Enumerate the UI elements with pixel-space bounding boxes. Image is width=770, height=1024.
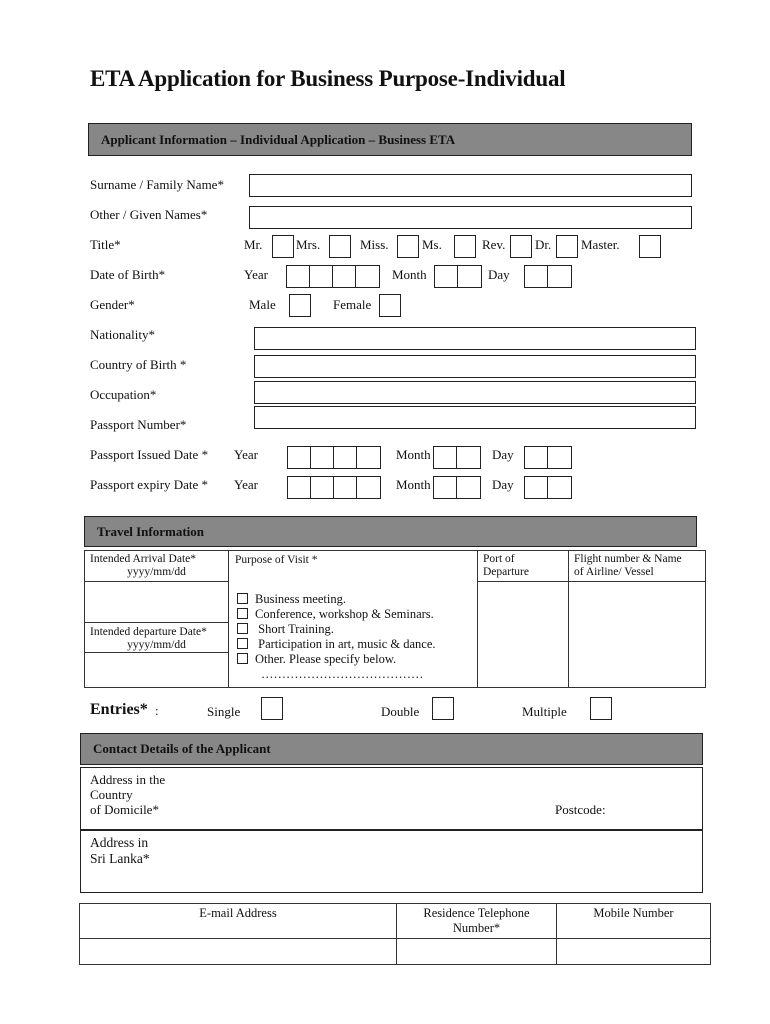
title-ms-checkbox[interactable] xyxy=(454,235,476,258)
expiry-day-label: Day xyxy=(492,477,514,492)
purpose-business-checkbox[interactable] xyxy=(237,593,248,604)
title-ms-label: Ms. xyxy=(422,237,442,252)
occupation-label: Occupation* xyxy=(90,387,157,402)
passport-issued-label: Passport Issued Date * xyxy=(90,447,209,462)
purpose-participation-checkbox[interactable] xyxy=(237,638,248,649)
issued-year-input[interactable] xyxy=(287,446,381,469)
issued-year-label: Year xyxy=(234,447,258,462)
port-label-line2: Departure xyxy=(483,566,529,578)
nationality-label: Nationality* xyxy=(90,327,155,342)
address-srilanka-box[interactable] xyxy=(80,830,703,893)
title-miss-label: Miss. xyxy=(360,237,389,252)
country-of-birth-label: Country of Birth * xyxy=(90,357,187,372)
gender-male-checkbox[interactable] xyxy=(289,294,311,317)
contact-numbers-table xyxy=(79,903,711,965)
port-header xyxy=(478,551,569,582)
gender-female-label: Female xyxy=(333,297,372,312)
flight-label-line2: of Airline/ Vessel xyxy=(574,566,654,578)
surname-label: Surname / Family Name* xyxy=(90,177,224,192)
title-dr-label: Dr. xyxy=(535,237,552,252)
title-mr-label: Mr. xyxy=(244,237,263,252)
arrival-label: Intended Arrival Date* xyxy=(90,553,197,565)
page-title: ETA Application for Business Purpose-Individual xyxy=(90,66,566,91)
section-header-contact: Contact Details of the Applicant xyxy=(80,733,703,765)
entries-label: Entries* xyxy=(90,701,148,718)
purpose-participation[interactable]: Participation in art, music & dance. xyxy=(237,637,471,652)
purpose-training-checkbox[interactable] xyxy=(237,623,248,634)
dob-label: Date of Birth* xyxy=(90,267,166,282)
dob-month-label: Month xyxy=(392,267,427,282)
gender-female-checkbox[interactable] xyxy=(379,294,401,317)
port-input[interactable] xyxy=(478,582,569,688)
passport-number-input[interactable] xyxy=(254,406,696,429)
title-rev-label: Rev. xyxy=(482,237,506,252)
entries-single-label: Single xyxy=(207,704,241,719)
occupation-input[interactable] xyxy=(254,381,696,404)
expiry-year-label: Year xyxy=(234,477,258,492)
email-input[interactable] xyxy=(80,939,397,965)
given-names-input[interactable] xyxy=(249,206,692,229)
port-label-line1: Port of xyxy=(483,553,515,565)
issued-day-input[interactable] xyxy=(524,446,572,469)
issued-day-label: Day xyxy=(492,447,514,462)
address-domicile-label xyxy=(90,772,165,817)
purpose-conference[interactable]: Conference, workshop & Seminars. xyxy=(237,607,471,622)
arrival-input[interactable] xyxy=(85,582,229,623)
residence-phone-input[interactable] xyxy=(397,939,557,965)
entries-double-checkbox[interactable] xyxy=(432,697,454,720)
srilanka-line1: Address in xyxy=(90,835,149,850)
entries-multiple-label: Multiple xyxy=(522,704,567,719)
surname-input[interactable] xyxy=(249,174,692,197)
purpose-training[interactable]: Short Training. xyxy=(237,622,471,637)
travel-table xyxy=(84,550,706,688)
expiry-month-label: Month xyxy=(396,477,431,492)
entries-single-checkbox[interactable] xyxy=(261,697,283,720)
departure-input[interactable] xyxy=(85,653,228,687)
title-master-label: Master. xyxy=(581,237,620,252)
title-mrs-checkbox[interactable] xyxy=(329,235,351,258)
issued-month-input[interactable] xyxy=(433,446,481,469)
postcode-label: Postcode: xyxy=(555,802,606,817)
purpose-label: Purpose of Visit * xyxy=(235,554,318,566)
mobile-header: Mobile Number xyxy=(557,904,711,939)
departure-header xyxy=(85,623,228,653)
title-master-checkbox[interactable] xyxy=(639,235,661,258)
issued-month-label: Month xyxy=(396,447,431,462)
flight-input[interactable] xyxy=(569,582,706,688)
purpose-conference-checkbox[interactable] xyxy=(237,608,248,619)
dob-day-label: Day xyxy=(488,267,510,282)
residence-line1: Residence Telephone xyxy=(423,906,530,920)
title-mr-checkbox[interactable] xyxy=(272,235,294,258)
passport-expiry-label: Passport expiry Date * xyxy=(90,477,209,492)
entries-double-label: Double xyxy=(381,704,420,719)
dob-month-input[interactable] xyxy=(434,265,482,288)
dob-year-label: Year xyxy=(244,267,268,282)
departure-format: yyyy/mm/dd xyxy=(127,639,186,651)
domicile-line1: Address in the xyxy=(90,772,166,787)
expiry-day-input[interactable] xyxy=(524,476,572,499)
title-label: Title* xyxy=(90,237,121,252)
purpose-other[interactable]: Other. Please specify below. xyxy=(237,652,471,667)
gender-label: Gender* xyxy=(90,297,135,312)
title-dr-checkbox[interactable] xyxy=(556,235,578,258)
section-header-travel: Travel Information xyxy=(84,516,697,547)
arrival-format: yyyy/mm/dd xyxy=(127,566,186,578)
domicile-line2: Country xyxy=(90,787,133,802)
title-rev-checkbox[interactable] xyxy=(510,235,532,258)
country-of-birth-input[interactable] xyxy=(254,355,696,378)
purpose-cell xyxy=(229,551,478,688)
given-names-label: Other / Given Names* xyxy=(90,207,208,222)
gender-male-label: Male xyxy=(249,297,276,312)
purpose-other-specify[interactable]: ………………………………… xyxy=(261,667,424,681)
title-miss-checkbox[interactable] xyxy=(397,235,419,258)
mobile-input[interactable] xyxy=(557,939,711,965)
purpose-business[interactable]: Business meeting. xyxy=(237,592,471,607)
passport-number-label: Passport Number* xyxy=(90,417,187,432)
srilanka-line2: Sri Lanka* xyxy=(90,851,150,866)
entries-colon: : xyxy=(155,703,159,718)
dob-day-input[interactable] xyxy=(524,265,572,288)
residence-line2: Number* xyxy=(452,921,501,935)
dob-year-input[interactable] xyxy=(286,265,380,288)
arrival-header xyxy=(85,551,229,582)
flight-header xyxy=(569,551,706,582)
address-domicile-box[interactable] xyxy=(80,767,703,830)
email-header: E-mail Address xyxy=(80,904,397,939)
title-mrs-label: Mrs. xyxy=(296,237,321,252)
expiry-year-input[interactable] xyxy=(287,476,381,499)
residence-phone-header xyxy=(397,904,557,939)
nationality-input[interactable] xyxy=(254,327,696,350)
departure-cell xyxy=(85,623,229,688)
address-srilanka-label xyxy=(90,835,150,867)
departure-label: Intended departure Date* xyxy=(90,626,207,638)
purpose-other-checkbox[interactable] xyxy=(237,653,248,664)
flight-label-line1: Flight number & Name xyxy=(574,553,682,565)
section-header-applicant: Applicant Information – Individual Application – Business ETA xyxy=(88,123,692,156)
domicile-line3: of Domicile* xyxy=(90,802,159,817)
expiry-month-input[interactable] xyxy=(433,476,481,499)
entries-multiple-checkbox[interactable] xyxy=(590,697,612,720)
